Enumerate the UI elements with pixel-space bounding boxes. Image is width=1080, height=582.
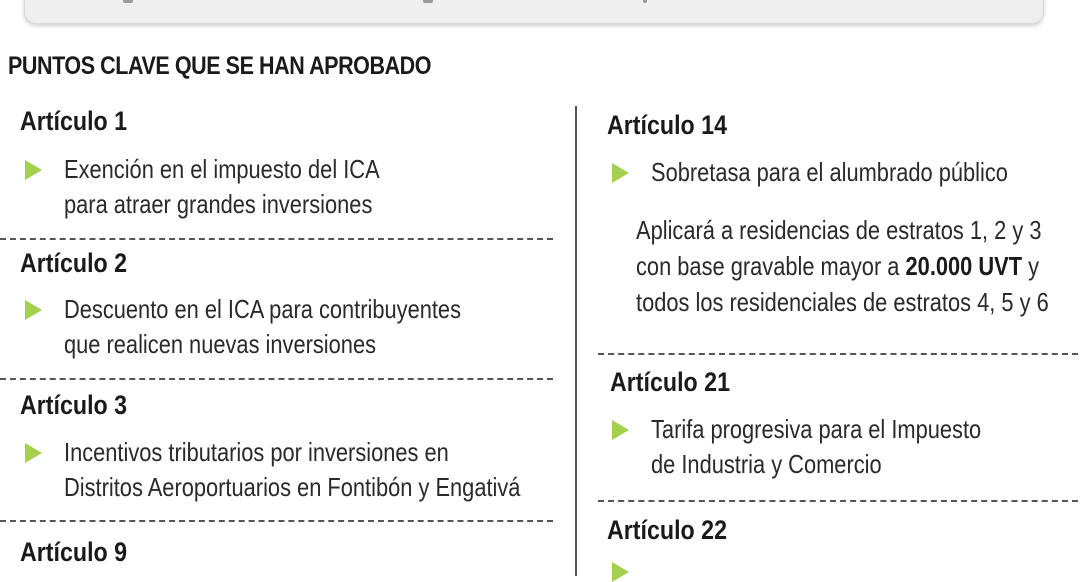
dashed-separator <box>598 500 1078 502</box>
dashed-separator <box>0 520 553 522</box>
article-title: Artículo 22 <box>607 515 728 545</box>
dashed-separator <box>0 378 553 380</box>
article-description: Tarifa progresiva para el Impuesto de Industria y Comercio <box>651 414 982 479</box>
column-divider <box>575 106 577 576</box>
bullet-arrow-icon <box>612 163 629 183</box>
article-note: Aplicará a residencias de estratos 1, 2 y 3 con base gravable mayor a 20.000 UVT y todos los residenciales de estratos 4, 5 y 6 <box>636 215 1049 317</box>
bullet-arrow-icon <box>25 443 42 463</box>
article-description: Sobretasa para el alumbrado público <box>651 157 1008 187</box>
bullet-arrow-icon <box>25 160 42 180</box>
bullet-arrow-icon <box>612 562 629 582</box>
bullet-arrow-icon <box>25 300 42 320</box>
dashed-separator <box>598 353 1078 355</box>
article-title: Artículo 1 <box>20 106 128 136</box>
article-description: Incentivos tributarios por inversiones en Distritos Aeroportuarios en Fontibón y Engativá <box>64 437 521 502</box>
dashed-separator <box>0 238 553 240</box>
article-description: Exención en el impuesto del ICA para atraer grandes inversiones <box>64 154 380 219</box>
cropped-text-fragments <box>123 0 683 5</box>
article-title: Artículo 9 <box>20 537 128 567</box>
bullet-arrow-icon <box>612 420 629 440</box>
section-title: PUNTOS CLAVE QUE SE HAN APROBADO <box>8 52 432 80</box>
article-title: Artículo 3 <box>20 390 128 420</box>
article-title: Artículo 21 <box>610 367 731 397</box>
top-info-box <box>24 0 1044 24</box>
article-title: Artículo 14 <box>607 110 728 140</box>
article-description: Descuento en el ICA para contribuyentes que realicen nuevas inversiones <box>64 294 462 359</box>
article-title: Artículo 2 <box>20 248 128 278</box>
